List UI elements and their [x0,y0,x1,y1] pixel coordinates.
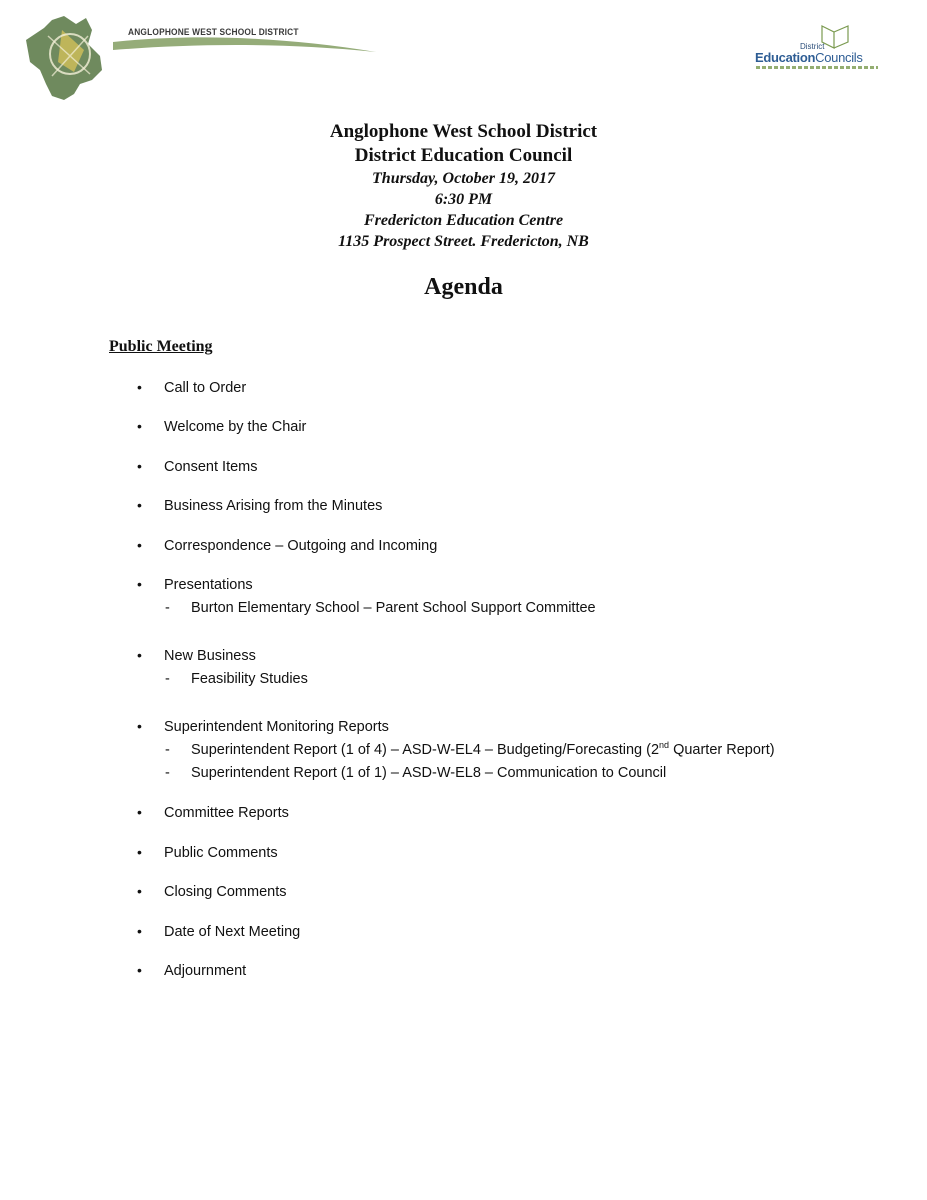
bullet: • [137,883,142,899]
bullet: • [137,537,142,553]
bullet: • [137,458,142,474]
agenda-item-label: Committee Reports [164,805,289,821]
sub-item-report-el8 [165,763,666,783]
dash: - [165,742,170,758]
sub-item-label: Feasibility Studies [191,671,308,687]
agenda-item-label: Business Arising from the Minutes [164,498,383,514]
agenda-item-closing-comments [137,881,287,902]
education-councils-logo-word-2: Councils [815,50,863,65]
sub-item-report-el4 [165,740,775,760]
agenda-item-new-business [137,645,256,666]
education-councils-logo-word-1: Education [755,50,816,65]
agenda-item-call-to-order [137,377,246,398]
logo-tagline-decoration [756,66,878,69]
bullet: • [137,804,142,820]
bullet: • [137,718,142,734]
bullet: • [137,497,142,513]
meeting-address: 1135 Prospect Street. Fredericton, NB [338,233,589,250]
bullet: • [137,923,142,939]
education-councils-logo [752,22,887,72]
agenda-item-next-meeting [137,921,300,942]
bullet: • [137,844,142,860]
education-councils-logo-small: District [800,42,825,51]
meeting-venue: Fredericton Education Centre [363,212,564,229]
document-title-block [0,120,927,252]
agenda-item-adjournment [137,960,246,981]
agenda-item-label: Presentations [164,577,253,593]
sub-item-burton-elementary [165,598,596,618]
agenda-item-welcome [137,416,306,437]
agenda-item-label: Welcome by the Chair [164,419,307,435]
agenda-item-superintendent-reports [137,716,389,737]
bullet: • [137,962,142,978]
new-brunswick-map-icon [18,10,380,105]
agenda-item-label: Consent Items [164,459,258,475]
agenda-item-consent-items [137,456,258,477]
dash: - [165,600,170,616]
section-title-public-meeting: Public Meeting [109,338,213,355]
sub-item-label: Superintendent Report (1 of 1) – ASD-W-EL8 – Communication to Council [191,765,667,781]
sub-item-label-prefix: Superintendent Report (1 of 4) – ASD-W-EL4 – Budgeting/Forecasting (2 [191,742,660,758]
agenda-heading: Agenda [424,274,503,300]
agenda-item-correspondence [137,535,437,556]
agenda-item-label: Public Comments [164,845,278,861]
agenda-item-presentations [137,574,253,595]
bullet: • [137,576,142,592]
district-name: Anglophone West School District [329,121,598,142]
district-logo [18,10,380,105]
agenda-item-label: Date of Next Meeting [164,924,301,940]
dash: - [165,671,170,687]
agenda-item-label: Call to Order [164,380,247,396]
bullet: • [137,418,142,434]
agenda-item-public-comments [137,842,278,863]
council-name: District Education Council [354,145,573,166]
sub-item-label: Burton Elementary School – Parent School Support Committee [191,600,596,616]
education-councils-logo-main [755,50,863,65]
agenda-item-business-arising [137,495,382,516]
meeting-date: Thursday, October 19, 2017 [372,170,555,187]
bullet: • [137,379,142,395]
district-logo-label: ANGLOPHONE WEST SCHOOL DISTRICT [128,27,299,38]
agenda-item-label: Adjournment [164,963,247,979]
agenda-item-label: Closing Comments [164,884,287,900]
meeting-time: 6:30 PM [434,191,493,208]
sub-item-label-suffix: Quarter Report) [669,742,775,758]
agenda-item-label: Superintendent Monitoring Reports [164,719,389,735]
dash: - [165,765,170,781]
agenda-item-label: New Business [164,648,256,664]
sub-item-feasibility-studies [165,669,308,689]
agenda-item-label: Correspondence – Outgoing and Incoming [164,538,438,554]
bullet: • [137,647,142,663]
agenda-item-committee-reports [137,802,289,823]
ordinal-suffix: nd [659,740,670,751]
